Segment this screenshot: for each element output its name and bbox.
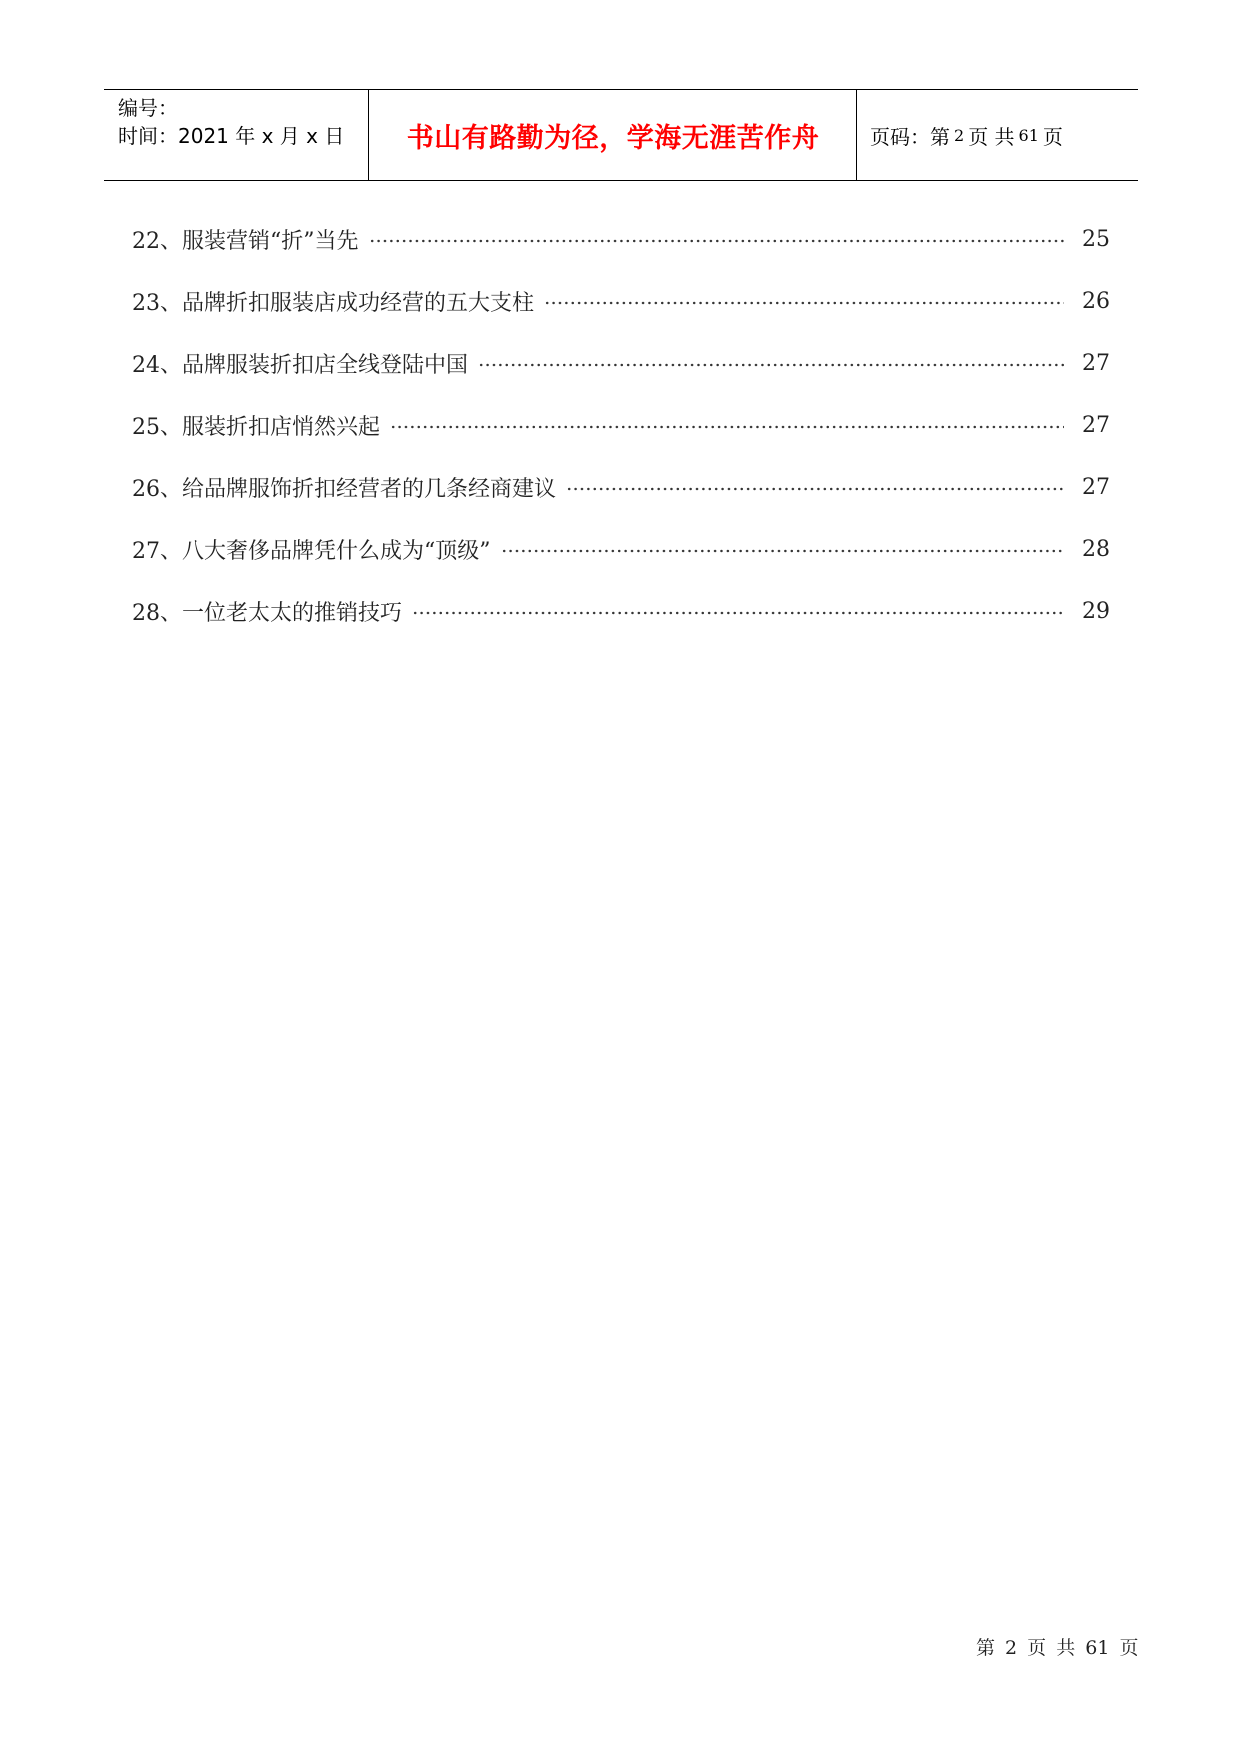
toc-entry[interactable] bbox=[132, 270, 1110, 332]
toc-entry-title: 25、服装折扣店悄然兴起 bbox=[132, 414, 380, 440]
toc-entry-page: 29 bbox=[1082, 598, 1110, 624]
toc-leader-dots bbox=[369, 239, 1065, 243]
header-divider-left bbox=[368, 90, 369, 180]
header-page-info bbox=[870, 90, 1063, 180]
toc-leader-dots bbox=[478, 363, 1064, 367]
page-label-prefix: 页码：第 bbox=[870, 124, 950, 149]
toc-entry-page: 26 bbox=[1082, 288, 1110, 314]
toc-leader-dots bbox=[566, 487, 1064, 491]
toc-entry[interactable] bbox=[132, 580, 1110, 642]
toc-entry-page: 27 bbox=[1082, 350, 1110, 376]
page-label-mid: 页 共 bbox=[968, 124, 1015, 149]
toc-leader-dots bbox=[390, 425, 1064, 429]
header-divider-right bbox=[856, 90, 857, 180]
toc-leader-dots bbox=[501, 549, 1065, 553]
toc-entry-title: 28、一位老太太的推销技巧 bbox=[132, 600, 402, 626]
page-footer: 第 2 页 共 61 页 bbox=[976, 1637, 1139, 1659]
toc-entry[interactable] bbox=[132, 332, 1110, 394]
toc-entry[interactable] bbox=[132, 208, 1110, 270]
page-label-suffix: 页 bbox=[1042, 124, 1063, 149]
toc-entry[interactable] bbox=[132, 456, 1110, 518]
toc-entry-title: 26、给品牌服饰折扣经营者的几条经商建议 bbox=[132, 476, 556, 502]
toc-leader-dots bbox=[412, 611, 1064, 615]
page-current: 2 bbox=[954, 125, 965, 145]
document-number-label: 编号： bbox=[118, 96, 178, 120]
toc-leader-dots bbox=[544, 301, 1064, 305]
toc-entry[interactable] bbox=[132, 518, 1110, 580]
page-header bbox=[104, 89, 1138, 181]
header-motto: 书山有路勤为径，学海无涯苦作舟 bbox=[406, 122, 820, 154]
page-total: 61 bbox=[1018, 125, 1039, 145]
toc-entry-page: 25 bbox=[1082, 226, 1110, 252]
toc-entry[interactable] bbox=[132, 394, 1110, 456]
toc-entry-title: 23、品牌折扣服装店成功经营的五大支柱 bbox=[132, 290, 534, 316]
document-time: 时间：2021 年 x 月 x 日 bbox=[118, 124, 345, 148]
toc-entry-title: 27、八大奢侈品牌凭什么成为“顶级” bbox=[132, 538, 491, 564]
toc-entry-page: 27 bbox=[1082, 474, 1110, 500]
toc-entry-page: 28 bbox=[1082, 536, 1110, 562]
toc-entry-page: 27 bbox=[1082, 412, 1110, 438]
table-of-contents bbox=[132, 208, 1110, 642]
toc-entry-title: 22、服装营销“折”当先 bbox=[132, 228, 359, 254]
toc-entry-title: 24、品牌服装折扣店全线登陆中国 bbox=[132, 352, 468, 378]
